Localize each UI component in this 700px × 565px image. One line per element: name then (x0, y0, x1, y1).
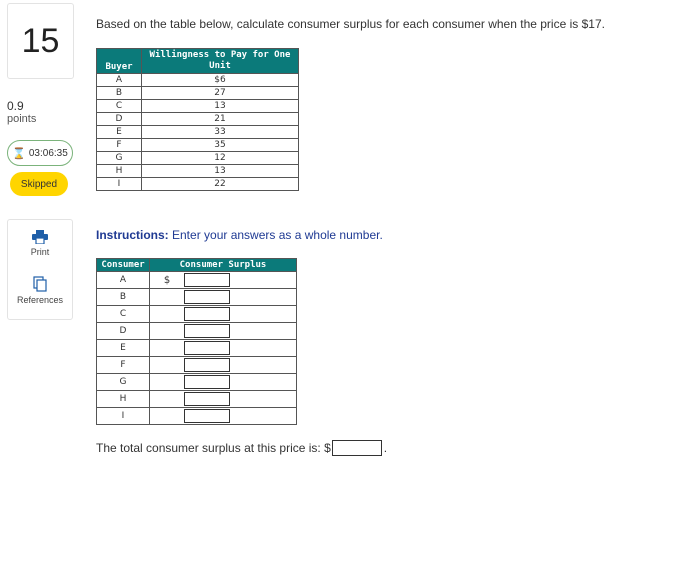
surplus-input-c[interactable] (184, 307, 230, 321)
surplus-input-d[interactable] (184, 324, 230, 338)
table-row: E 33 (97, 126, 299, 139)
table-row: I (97, 408, 297, 425)
table-row: G (97, 374, 297, 391)
surplus-input-g[interactable] (184, 375, 230, 389)
status-text: Skipped (20, 178, 58, 190)
question-number: 15 (21, 21, 60, 60)
print-label: Print (30, 247, 50, 257)
points-info (7, 100, 36, 126)
table-row: A $6 (97, 74, 299, 87)
surplus-input-f[interactable] (184, 358, 230, 372)
question-number-box (7, 3, 74, 79)
surplus-input-h[interactable] (184, 392, 230, 406)
instructions (96, 228, 383, 242)
points-label: points (7, 113, 37, 125)
header-consumer: Consumer (97, 259, 150, 272)
willingness-table (96, 48, 299, 191)
surplus-input-e[interactable] (184, 341, 230, 355)
print-button[interactable] (8, 230, 72, 257)
table-row: G 12 (97, 152, 299, 165)
printer-icon (32, 230, 48, 244)
table-row: F (97, 357, 297, 374)
table-row: H (97, 391, 297, 408)
header-buyer: Buyer (97, 49, 142, 74)
references-label: References (16, 295, 64, 305)
table-row: I 22 (97, 178, 299, 191)
surplus-input-a[interactable] (184, 273, 230, 287)
table-row: B 27 (97, 87, 299, 100)
table-row: F 35 (97, 139, 299, 152)
tools-panel (7, 219, 73, 320)
header-willingness: Willingness to Pay for One Unit (142, 49, 299, 74)
total-surplus-line (96, 440, 387, 456)
table-row: C (97, 306, 297, 323)
instructions-label: Instructions: (96, 228, 169, 242)
header-consumer-surplus: Consumer Surplus (150, 259, 297, 272)
total-label: The total consumer surplus at this price is: $ (96, 441, 331, 455)
surplus-input-b[interactable] (184, 290, 230, 304)
table-row: B (97, 289, 297, 306)
skipped-badge[interactable] (10, 172, 68, 196)
consumer-surplus-table (96, 258, 297, 425)
table-row: D 21 (97, 113, 299, 126)
total-surplus-input[interactable] (332, 440, 382, 456)
timer-text: 03:06:35 (28, 147, 68, 159)
table-row: H 13 (97, 165, 299, 178)
timer-badge[interactable] (7, 140, 73, 166)
currency-sign: $ (163, 274, 171, 286)
surplus-input-i[interactable] (184, 409, 230, 423)
documents-icon (33, 276, 47, 292)
question-text: Based on the table below, calculate consumer surplus for each consumer when the price is $17. (96, 17, 605, 31)
hourglass-icon: ⌛ (12, 147, 26, 160)
table-row: D (97, 323, 297, 340)
references-button[interactable] (8, 276, 72, 305)
table-row: C 13 (97, 100, 299, 113)
total-suffix: . (383, 441, 388, 455)
points-value: 0.9 (7, 99, 24, 113)
table-row: A $ (97, 272, 297, 289)
instructions-text: Enter your answers as a whole number. (168, 228, 383, 242)
table-row: E (97, 340, 297, 357)
